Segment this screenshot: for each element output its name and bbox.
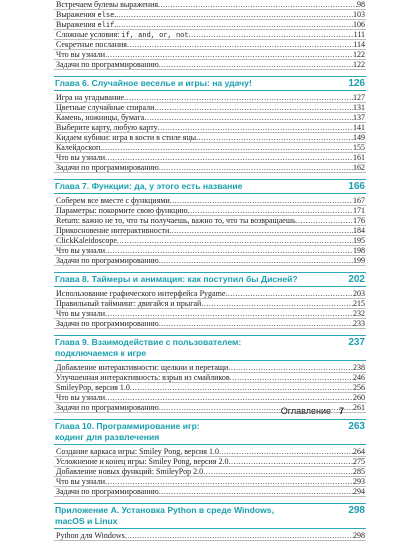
dot-leader (116, 10, 353, 20)
entry-page-number: 215 (353, 299, 365, 308)
entry-title (54, 403, 159, 413)
dot-leader (158, 123, 353, 133)
toc-entry (54, 60, 366, 70)
entry-title-text: Задачи по программированию (56, 319, 159, 328)
entry-title-text: Добавление интерактивности: щелкни и перетащи (56, 363, 229, 372)
toc-entry (54, 309, 366, 319)
entry-title-text: Камень, ножницы, бумага (56, 113, 145, 122)
toc-entry (54, 206, 366, 216)
entry-title-text: Сложные условия: (56, 30, 122, 39)
entry-code: if, and, or, not (121, 32, 189, 40)
dot-leader (219, 447, 353, 457)
entry-title-text: Return: важно не то, что ты получаешь, важно то, что ты возвращаешь (56, 216, 296, 225)
chapter-title: Глава 9. Взаимодействие с пользователем: подключаемся к игре (55, 337, 242, 358)
entry-title (54, 60, 159, 70)
toc-entry (54, 163, 366, 173)
entry-page-number: 232 (353, 309, 365, 318)
entry-title (54, 477, 105, 487)
entry-page-number: 264 (353, 447, 365, 456)
entry-title-text: Что вы узнали (56, 393, 106, 402)
entry-title-text: Правильный таймнинг: двигайся и прыгай (56, 299, 202, 308)
entry-page-number: 114 (353, 40, 365, 49)
footer-label: Оглавление (280, 406, 331, 416)
entry-page-number: 122 (353, 60, 365, 69)
entry-title (54, 93, 124, 103)
entry-title (54, 289, 225, 299)
dot-leader (230, 373, 353, 383)
entry-page-number: 122 (353, 50, 365, 59)
toc-entry (54, 393, 366, 403)
entry-title (54, 143, 100, 153)
entry-page-number: 184 (353, 226, 365, 235)
entry-page-number: 106 (353, 20, 365, 29)
entry-title-text: Встречаем булевы выражения (56, 0, 159, 9)
entry-page-number: 260 (353, 393, 365, 402)
entry-title-text: Соберем все вместе с функциями (56, 196, 170, 205)
entry-page-number: 167 (353, 196, 365, 205)
entry-title-text: Что вы узнали (56, 153, 106, 162)
entry-page-number: 103 (353, 10, 365, 19)
dot-leader (130, 383, 353, 393)
entry-title (54, 363, 228, 373)
entry-title-text: Выражения (56, 20, 98, 29)
entry-title (54, 256, 159, 266)
entry-title (54, 487, 159, 497)
toc-entry (54, 93, 366, 103)
entry-title-text: Задачи по программированию (56, 256, 159, 265)
chapter-title: Приложение А. Установка Python в среде Windows, macOS и Linux (55, 505, 274, 526)
entry-page-number: 162 (353, 163, 365, 172)
entry-page-number: 298 (353, 531, 365, 540)
toc-entry (54, 467, 366, 477)
dot-leader (154, 103, 353, 113)
toc-entry (54, 113, 366, 123)
page-footer (281, 406, 344, 416)
entry-title (54, 40, 127, 50)
toc-entry (54, 531, 366, 541)
entry-title-text: Задачи по программированию (56, 487, 159, 496)
chapter-heading (54, 335, 366, 361)
entry-punct: . (114, 10, 117, 19)
chapter-page-number: 126 (348, 78, 365, 89)
dot-leader (159, 319, 353, 329)
entry-title-text: Что вы узнали (56, 309, 106, 318)
chapter-heading (54, 179, 366, 194)
dot-leader (144, 113, 353, 123)
dot-leader (124, 93, 353, 103)
entry-page-number: 256 (353, 383, 365, 392)
chapter-title: Глава 7. Функции: да, у этого есть название (55, 181, 243, 191)
entry-title (54, 246, 105, 256)
toc-entry (54, 20, 366, 30)
entry-page-number: 98 (357, 0, 365, 9)
chapter-title: Глава 6. Случайное веселье и игры: на удачу! (55, 78, 252, 88)
dot-leader (169, 226, 353, 236)
toc-entry (54, 103, 366, 113)
entry-page-number: 199 (353, 256, 365, 265)
toc-entry (54, 10, 366, 20)
entry-page-number: 293 (353, 477, 365, 486)
entry-page-number: 176 (353, 216, 365, 225)
entry-page-number: 285 (353, 467, 365, 476)
toc-entry (54, 236, 366, 246)
entry-title (54, 393, 105, 403)
footer-page-number: 7 (338, 406, 344, 416)
toc-entry (54, 289, 366, 299)
toc-entry (54, 153, 366, 163)
entry-title (54, 457, 228, 467)
entry-title (54, 467, 203, 477)
dot-leader (100, 143, 353, 153)
entry-title (54, 531, 125, 541)
chapter-heading (54, 419, 366, 445)
entry-title (54, 383, 130, 393)
toc-page (54, 0, 366, 541)
toc-entry (54, 216, 366, 226)
toc-entry (54, 133, 366, 143)
toc-entry (54, 196, 366, 206)
entry-title-text: Что вы узнали (56, 50, 106, 59)
dot-leader (125, 531, 353, 541)
toc-entry (54, 363, 366, 373)
entry-title-text: Создание каркаса игры: Smiley Pong, версия 1.0 (56, 447, 219, 456)
entry-page-number: 171 (353, 206, 365, 215)
entry-title (54, 309, 105, 319)
dot-leader (117, 236, 353, 246)
chapter-heading (54, 503, 366, 529)
entry-page-number: 141 (353, 123, 365, 132)
dot-leader (296, 216, 353, 226)
toc-entry (54, 246, 366, 256)
dot-leader (105, 153, 353, 163)
entry-page-number: 233 (353, 319, 365, 328)
entry-title (54, 10, 116, 20)
toc-entry (54, 447, 366, 457)
toc-entry (54, 123, 366, 133)
dot-leader (225, 289, 353, 299)
toc-entry (54, 373, 366, 383)
entry-title (54, 153, 105, 163)
toc-entry (54, 226, 366, 236)
entry-title (54, 103, 154, 113)
entry-title-text: Что вы узнали (56, 477, 106, 486)
dot-leader (159, 487, 353, 497)
entry-title (54, 299, 201, 309)
entry-title (54, 133, 196, 143)
chapter-page-number: 263 (348, 421, 365, 432)
entry-title (54, 319, 159, 329)
entry-title (54, 30, 189, 40)
entry-title (54, 20, 116, 30)
entry-title-text: Задачи по программированию (56, 403, 159, 412)
entry-title-text: Использование графического интерфейса Pygame (56, 289, 226, 298)
entry-page-number: 195 (353, 236, 365, 245)
entry-title (54, 196, 170, 206)
entry-title-text: Калейдоскоп (56, 143, 101, 152)
entry-title (54, 236, 117, 246)
toc-entry (54, 0, 366, 10)
entry-title-text: Игра на угадывание (56, 93, 125, 102)
dot-leader (105, 309, 353, 319)
toc-entry (54, 487, 366, 497)
entry-page-number: 261 (353, 403, 365, 412)
chapter-title: Глава 8. Таймеры и анимация: как поступил бы Дисней? (55, 274, 298, 284)
entry-page-number: 203 (353, 289, 365, 298)
entry-title-text: Усложнение и конец игры: Smiley Pong, версия 2.0 (56, 457, 229, 466)
dot-leader (159, 256, 353, 266)
chapter-page-number: 298 (348, 505, 365, 516)
entry-page-number: 238 (353, 363, 365, 372)
toc-entry (54, 143, 366, 153)
dot-leader (170, 196, 353, 206)
entry-code: else (97, 12, 115, 20)
entry-title (54, 206, 188, 216)
entry-title-text: SmileyPop, версия 1.0 (56, 383, 130, 392)
entry-title (54, 216, 296, 226)
entry-title-text: Добавление новых функций: SmileyPop 2.0 (56, 467, 204, 476)
entry-page-number: 131 (353, 103, 365, 112)
entry-title (54, 113, 144, 123)
entry-page-number: 149 (353, 133, 365, 142)
entry-title-text: Секретные послания (56, 40, 127, 49)
entry-page-number: 155 (353, 143, 365, 152)
toc-entry (54, 319, 366, 329)
toc-entry (54, 40, 366, 50)
entry-title-text: Прикосновение интерактивности (56, 226, 170, 235)
toc-entry (54, 477, 366, 487)
chapter-heading (54, 272, 366, 287)
dot-leader (228, 363, 353, 373)
dot-leader (105, 246, 353, 256)
dot-leader (203, 467, 353, 477)
entry-page-number: 275 (353, 457, 365, 466)
entry-page-number: 111 (353, 30, 365, 39)
dot-leader (159, 163, 353, 173)
entry-page-number: 161 (353, 153, 365, 162)
entry-code: elif (97, 22, 115, 30)
entry-page-number: 294 (353, 487, 365, 496)
entry-page-number: 198 (353, 246, 365, 255)
dot-leader (105, 50, 353, 60)
toc-entry (54, 30, 366, 40)
entry-page-number: 127 (353, 93, 365, 102)
entry-title-text: Python для Windows (56, 531, 125, 540)
toc-entry (54, 457, 366, 467)
toc-entry (54, 383, 366, 393)
entry-title (54, 226, 169, 236)
entry-punct: . (114, 20, 117, 29)
entry-title (54, 0, 158, 10)
entry-title-text: Задачи по программированию (56, 163, 159, 172)
dot-leader (158, 0, 357, 10)
chapter-title: Глава 10. Программирование игр: кодинг для развлечения (55, 421, 200, 442)
dot-leader (189, 30, 354, 40)
entry-title (54, 123, 158, 133)
dot-leader (188, 206, 353, 216)
entry-title-text: Выражения (56, 10, 98, 19)
dot-leader (159, 60, 353, 70)
entry-title (54, 50, 105, 60)
entry-title-text: Параметры: покормите свою функцию (56, 206, 188, 215)
dot-leader (127, 40, 353, 50)
dot-leader (201, 299, 353, 309)
dot-leader (105, 477, 353, 487)
dot-leader (116, 20, 353, 30)
entry-title (54, 447, 219, 457)
entry-title-text: Что вы узнали (56, 246, 106, 255)
toc-entry (54, 299, 366, 309)
entry-title-text: Выберите карту, любую карту (56, 123, 158, 132)
entry-title-text: Задачи по программированию (56, 60, 159, 69)
entry-page-number: 246 (353, 373, 365, 382)
toc-entry (54, 50, 366, 60)
toc-entry (54, 256, 366, 266)
chapter-page-number: 166 (348, 181, 365, 192)
chapter-page-number: 237 (348, 337, 365, 348)
dot-leader (228, 457, 353, 467)
chapter-heading (54, 76, 366, 91)
entry-title-text: Кидаем кубики: игра в кости в стиле яцы (56, 133, 197, 142)
dot-leader (105, 393, 353, 403)
entry-title-text: Цветные случайные спирали (56, 103, 155, 112)
dot-leader (196, 133, 353, 143)
chapter-page-number: 202 (348, 274, 365, 285)
entry-title-text: Улучшенная интерактивность: взрыв из смайликов (56, 373, 230, 382)
entry-page-number: 137 (353, 113, 365, 122)
entry-title-text: ClickKaleidoscope (56, 236, 117, 245)
entry-title (54, 373, 230, 383)
entry-title (54, 163, 159, 173)
